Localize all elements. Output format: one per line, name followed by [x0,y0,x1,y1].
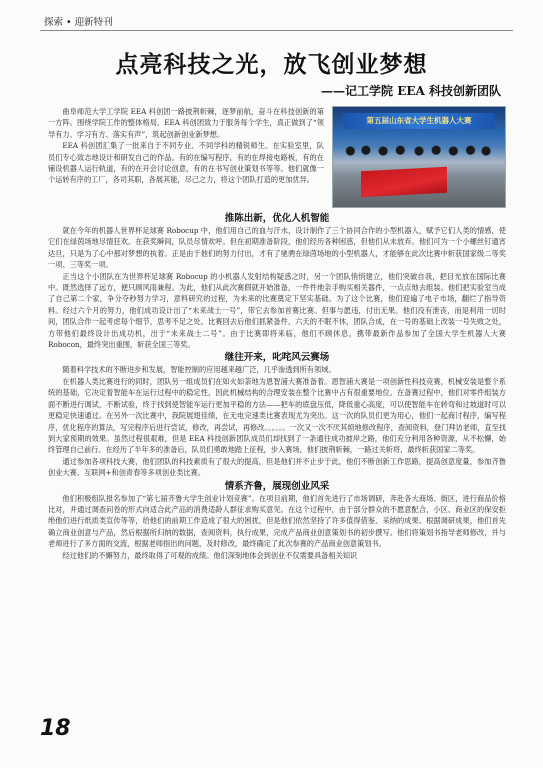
body-paragraph: 正当这个小团队在为世界杯足球赛 Robocup 的小机器人发射结构疑惑之时，另一个团队悄悄建立，他们突破自我，把目光放在国际比赛中。既然选择了远方，便只顾风雨兼程。为此，他们从此次赛假就开始准备，一件件地亲手购买相关器件，一点点地去组装。他们把实验室当成了自己第二个家，争分夺秒努力学习，意料研究的过程，为未来的比赛奠定下坚实基础。为了这个比赛，他们迎遍了电子市场，翻烂了指导资料。经过六个月的努力，他们成功设计出了“未来战士一号”，带它去参加首赛比赛。但事与愿违，付出无果。他们没有泄丧，而是利用一切时间，团队合作一起考虑每个细节，思考不足之处。比赛回去后他们抓紧备件，六天的不眠不休，团队合成，在一号的基础上改装一号失败之处，方带他们最终设计出成功机，出于“未来战士二号”。由于比赛即将来临，他们不顾休息，携带最新作品参加了全国大学生机器人大赛 Robocon，最终突出重围，斩获全国三等奖。 [48,271,506,350]
article-title: 点亮科技之光，放飞创业梦想 [115,52,428,78]
body-paragraph: 经过他们的不懈努力，最终取得了可观的成绩。他们深刻地体会到创业不仅需要具备相关知识 [62,550,358,560]
photo-red-flag [361,167,447,198]
body-paragraph: 随着科学技术的不断进步和发展，智能控制的应用越来越广泛，几乎渗透到所有领域。 [62,365,336,375]
intro-paragraph: EEA 科创团汇集了一批来自于不同专业、不同学科的精锐师生。在实验室里，队员们专心致志地设计和研发自己的作品。有的在编写程序，有的在焊接电路板，有的在铺设机器人运行轨道，有的在开会讨论创意，有的在书写创业策划书等等。他们就像一个运转有序的工厂，各司其职，各展其能，尽己之力，将这个团队打造的更加优异。 [48,141,324,185]
article-subtitle: ——记工学院 EEA 科技创新团队 [321,84,501,98]
photo-banner [343,113,495,129]
body-paragraph: 就在今年的机器人世界杯足球赛 Robocup 中，他们用自己的血与汗水，设计制作了三个协同合作的小型机器人，赋予它们人类的情感，使它们在绿茵场地尽情狂欢。在获奖瞬间，队员尽情欢呼。但在初期准备阶段，他们经历各种困惑，但他们从未放弃。他们可为一个小螺丝钉通宵达旦，只是为了心中那对梦想的执着。正是由于他们的努力付出，才有了驰骋在绿茵场地的小型机器人，才能够在此次比赛中斩获国家级二等奖一项、三等奖一项。 [48,226,506,270]
page-number: 18 [40,716,71,741]
running-header [40,12,513,31]
body-paragraph: 在机器人类比赛进行的同时，团队另一组成员们在如火如荼地为恩智浦大赛准备着。恩智浦大赛是一项创新性科技竞赛，机械安装是整个系统的基础，它决定着智能车在运行过程中的稳定性，因此机械结构的合理安装在整个比赛中占有很重要地位。在备赛过程中，他们对零件组装方面不断进行调试，不断试验，终于找到使智能车运行更加平稳的方法——把车的底盘压低，降低重心高度，可以使智能车在转弯和过坡道时可以更稳定快速通过。在另外一次比赛中，我院展翅佳绩，在无电完速类比赛表现尤为突出。这一次的队员们更为用心，他们一起商讨程序，编写程序，优化程序的算法，写完程序后进行尝试，修改，再尝试，再修改。。。。。。一次又一次不厌其烦地修改程序，查阅资料，登门拜访老师，直至找到大家预期的效果。虽然过程很艰难，但是 EEA 科技创新团队成员们却找到了一条通往成功披岸之路，他们充分利用各种资源，从不松懈，始终管理自己前行。在经历了半年多的准备后，队员们勇敢地踏上征程，步入赛场，他们披荆斩棘，一路过关斩将，最终斩获国家二等奖。 [48,376,506,455]
section-heading: 推陈出新，优化人机智能 [224,213,330,224]
section-heading: 情系齐鲁，展现创业风采 [224,480,330,492]
section-heading: 继往开来，叱咤风云赛场 [224,352,330,364]
intro-block [48,106,506,211]
section-label: 探索 • 迎新特刊 [44,17,113,28]
body-paragraph: 他们积极组队报名参加了“第七届齐鲁大学生创业计划竞赛”。在项目前期，他们首先进行了市场调研，奔赴各大商场、街区，进行商品价格比对，并通过调查问卷的形式向适合此产品的消费适龄人群征求购买意见。在这个过程中，由于部分群众的不愿意配合，小区、商业区的保安拒绝他们进行纸质类宣传等等，给他们的前期工作造成了很大的困扰，但是他们依然坚持了许多值得借鉴、采纳的成果。根据调研成果，他们首先确立商业创意与产品，然后根据所归纳的数据，查阅资料，执行成果，完成产品商业创意策划书的初步撰写。他们将策划书指导老师修改，并与老师进行了多方面的交流，根据老师指出的问题，及时修改，最终确定了此次参赛的产品商业创意策划书。 [48,493,506,549]
intro-paragraph: 曲阜师范大学工学院 EEA 科创团一路披荆斩棘，逐梦前航，奋斗在科技创新的第一方阵。围绕学院工作的整体格局，EEA 科创团致力于服务每个学生，真正做到了“领导有力、学习有方、落实有声”，筑起创新创业新梦想。 [48,107,324,139]
team-photo [332,106,506,208]
article-body [48,106,506,561]
photo-banner-text: 第五届山东省大学生机器人大赛 [366,116,472,125]
body-paragraph: 通过参加各项科技大赛，他们团队的科技素质有了很大的提高，但是他们并不止步于此，他们不断创新工作思路，提高创意度量，参加齐鲁创业大赛、互联网+和创青春等多项创业类比赛。 [48,456,506,478]
